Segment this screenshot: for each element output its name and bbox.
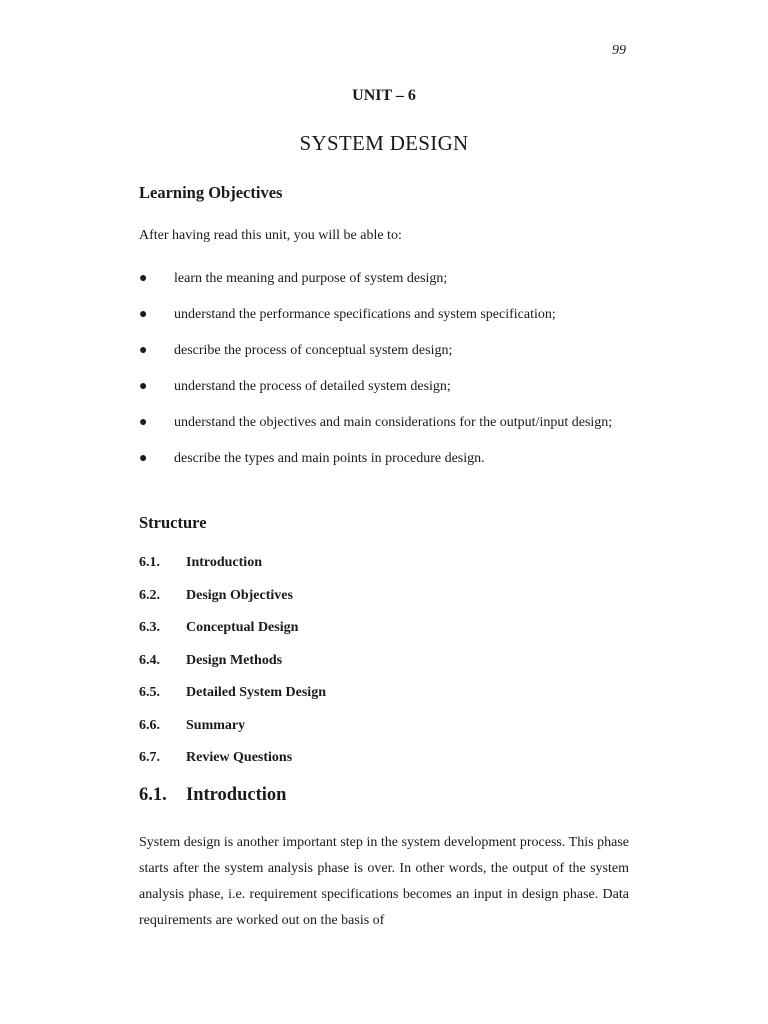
structure-heading: Structure [139,513,207,532]
structure-item [139,588,326,621]
learning-objectives-intro: After having read this unit, you will be able to: [139,228,402,243]
structure-item [139,685,326,718]
structure-item [139,620,326,653]
bullet-icon: ● [139,307,148,322]
introduction-title: Introduction [186,785,287,805]
bullet-icon: ● [139,451,148,466]
objective-item [139,302,629,328]
structure-item-title: Introduction [186,555,262,570]
structure-item-title: Conceptual Design [186,620,299,635]
structure-item-number: 6.4. [139,652,160,668]
bullet-icon: ● [139,271,148,286]
introduction-paragraph: System design is another important step in the system development process. This phase starts after the system analysis phase is over. In other words, the output of the system analysis phase, i.e. requirement specifications becomes an input in design phase. Data requirements are worked out on the basis of [139,835,629,928]
introduction-number: 6.1. [139,785,167,805]
objective-text: understand the performance specifications and system specification; [174,307,556,322]
structure-item-number: 6.5. [139,685,160,700]
structure-item-title: Detailed System Design [186,685,326,700]
structure-list [139,555,326,783]
unit-label: UNIT – 6 [352,87,416,104]
structure-item-title: Design Objectives [186,587,293,603]
structure-item [139,653,326,686]
bullet-icon: ● [139,415,148,430]
structure-item-title: Summary [186,717,246,733]
objective-text: learn the meaning and purpose of system design; [174,271,448,286]
structure-item [139,750,326,783]
structure-item-title: Design Methods [186,652,283,668]
learning-objectives-heading: Learning Objectives [139,183,283,202]
structure-item-title: Review Questions [186,750,293,765]
bullet-icon: ● [139,343,148,358]
structure-item-number: 6.6. [139,717,160,733]
objective-item [139,446,629,472]
structure-item-number: 6.1. [139,555,160,570]
structure-item [139,555,326,588]
structure-item [139,718,326,751]
objective-text: describe the types and main points in procedure design. [174,451,485,466]
objective-text: describe the process of conceptual system design; [174,343,453,358]
introduction-heading [139,785,286,806]
objective-item [139,338,629,364]
objective-text: understand the objectives and main considerations for the output/input design; [174,415,613,430]
unit-title: SYSTEM DESIGN [299,131,469,155]
structure-item-number: 6.2. [139,587,160,603]
page-number: 99 [612,43,626,58]
objective-item [139,266,629,292]
structure-item-number: 6.3. [139,620,160,635]
objective-item [139,374,629,400]
bullet-icon: ● [139,379,148,394]
objective-text: understand the process of detailed system design; [174,379,451,394]
objective-item [139,410,629,436]
structure-item-number: 6.7. [139,750,160,765]
learning-objectives-list [139,266,629,482]
